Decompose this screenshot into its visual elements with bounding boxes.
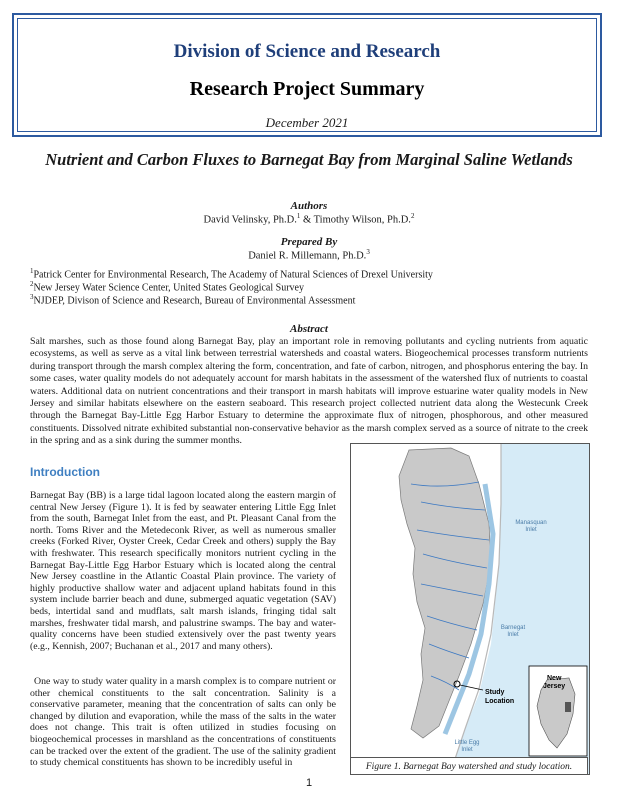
author-2: & Timothy Wilson, Ph.D. [300, 214, 411, 226]
author-1-sup: 1 [296, 212, 301, 220]
abstract-text: Salt marshes, such as those found along Barnegat Bay, play an important role in removing pollutants and cycling nutrients from aquatic ecosystems, as well as serve as a vital link between terrestrial watersheds and coastal waters. Biogeochemical processes transform nutrients during transport through the marsh complex altering the form, concentration, and fate of carbon, nitrogen, and phosphorus entering the bay. In some cases, water quality models do not adequately account for marsh habitats in the assessment of the watershed flux of nutrients to coastal waters. Additional data on nutrient concentrations and their transport in marsh habitats will improve estuarine water quality models in New Jersey and similar habitats elsewhere on the eastern seaboard. This research project collected nutrient data along the Westecunk Creek through the Barnegat Bay-Little Egg Harbor Estuary to determine the approximate flux of nitrogen, phosphorous, and other measured constituents. Dissolved nitrate exhibited substantial non-conservative behavior as the marsh complex served as a source of nitrate to the creek in the spring and as a sink during the summer months. [30, 336, 588, 447]
page-number: 1 [305, 777, 313, 789]
inset-label-1: New [547, 675, 562, 682]
author-2-sup: 2 [410, 212, 415, 220]
affiliation-3 [30, 293, 355, 306]
prepared-line [0, 248, 618, 262]
affiliation-2-text: New Jersey Water Science Center, United States Geological Survey [33, 282, 304, 294]
affiliation-3-num: 3 [30, 293, 34, 301]
affiliation-1-num: 1 [30, 267, 34, 275]
abstract-heading: Abstract [290, 323, 328, 335]
prepared-heading: Prepared By [280, 236, 338, 248]
introduction-paragraph-2: One way to study water quality in a marsh complex is to compare nutrient or other chemical constituents to the salt concentration. Salinity is a conservative parameter, meaning that the concentration of salts can only be changed by dilution and evaporation, while the mass of the salts in the water does not change. This trait is often utilized in studies focusing on biogeochemical processes in marshland as the concentrations of constituents can be tracked over the extent of the gradient. The use of the salinity gradient to study chemical constituents has shown to be incredibly useful in [30, 676, 336, 769]
inset-label-2: Jersey [543, 683, 566, 690]
figure-caption: Figure 1. Barnegat Bay watershed and study location. [350, 757, 588, 775]
inset-study-area [565, 702, 571, 712]
division-title: Division of Science and Research [173, 41, 441, 62]
document-title: Nutrient and Carbon Fluxes to Barnegat Bay from Marginal Saline Wetlands [45, 150, 573, 169]
little-egg-inlet-label-1: Little Egg [454, 740, 480, 746]
manasquan-inlet-label-1: Manasquan [515, 520, 547, 526]
authors-line [0, 212, 618, 226]
affiliation-1-text: Patrick Center for Environmental Research, The Academy of Natural Sciences of Drexel University [33, 269, 433, 281]
affiliation-3-text: NJDEP, Divison of Science and Research, Bureau of Environmental Assessment [33, 295, 356, 307]
summary-title: Research Project Summary [189, 78, 425, 100]
study-location-label-1: Study [485, 689, 505, 696]
introduction-heading: Introduction [30, 465, 100, 479]
report-date: December 2021 [265, 115, 349, 130]
nj-inset [529, 666, 587, 756]
figure-map [350, 443, 590, 775]
manasquan-inlet-label-2: Inlet [525, 527, 537, 533]
barnegat-inlet-label-2: Inlet [507, 632, 519, 638]
authors-heading: Authors [290, 200, 328, 212]
affiliation-2 [30, 280, 304, 293]
introduction-paragraph-1: Barnegat Bay (BB) is a large tidal lagoon located along the eastern margin of central New Jersey (Figure 1). It is fed by seawater entering Little Egg Inlet from the south, Barnegat Inlet from the east, and Pt. Pleasant Canal from the north. Toms River and the Metedeconk River, as well as numerous smaller creeks (Forked River, Oyster Creek, Cedar Creek and others) supply the Bay with freshwater. This research specifically monitors nutrient cycling in the Barnegat Bay-Little Egg Harbor Estuary which is located along the central New Jersey coastline in the Atlantic Coastal Plain province. The variety of highly productive shallow water and adjacent upland habitats found in this system include barrier beach and dune, submerged aquatic vegetation (SAV) beds, intertidal sand and mudflats, salt marsh islands, fringing tidal salt marshes, freshwater tidal marsh, and palustrine swamps. The bay and water-quality concerns have been studied extensively over the past twenty years (e.g., Kennish, 2007; Buchanan et al., 2017 and many others). [30, 490, 336, 652]
barnegat-inlet-label-1: Barnegat [500, 625, 526, 631]
little-egg-inlet-label-2: Inlet [461, 747, 473, 753]
watershed-map-icon [351, 444, 589, 774]
study-location-label-2: Location [485, 698, 515, 705]
affiliation-2-num: 2 [30, 280, 34, 288]
affiliation-1 [30, 267, 433, 280]
preparer-name: Daniel R. Millemann, Ph.D. [248, 250, 367, 262]
author-1: David Velinsky, Ph.D. [203, 214, 297, 226]
header-box [12, 13, 602, 137]
preparer-sup: 3 [366, 248, 370, 256]
